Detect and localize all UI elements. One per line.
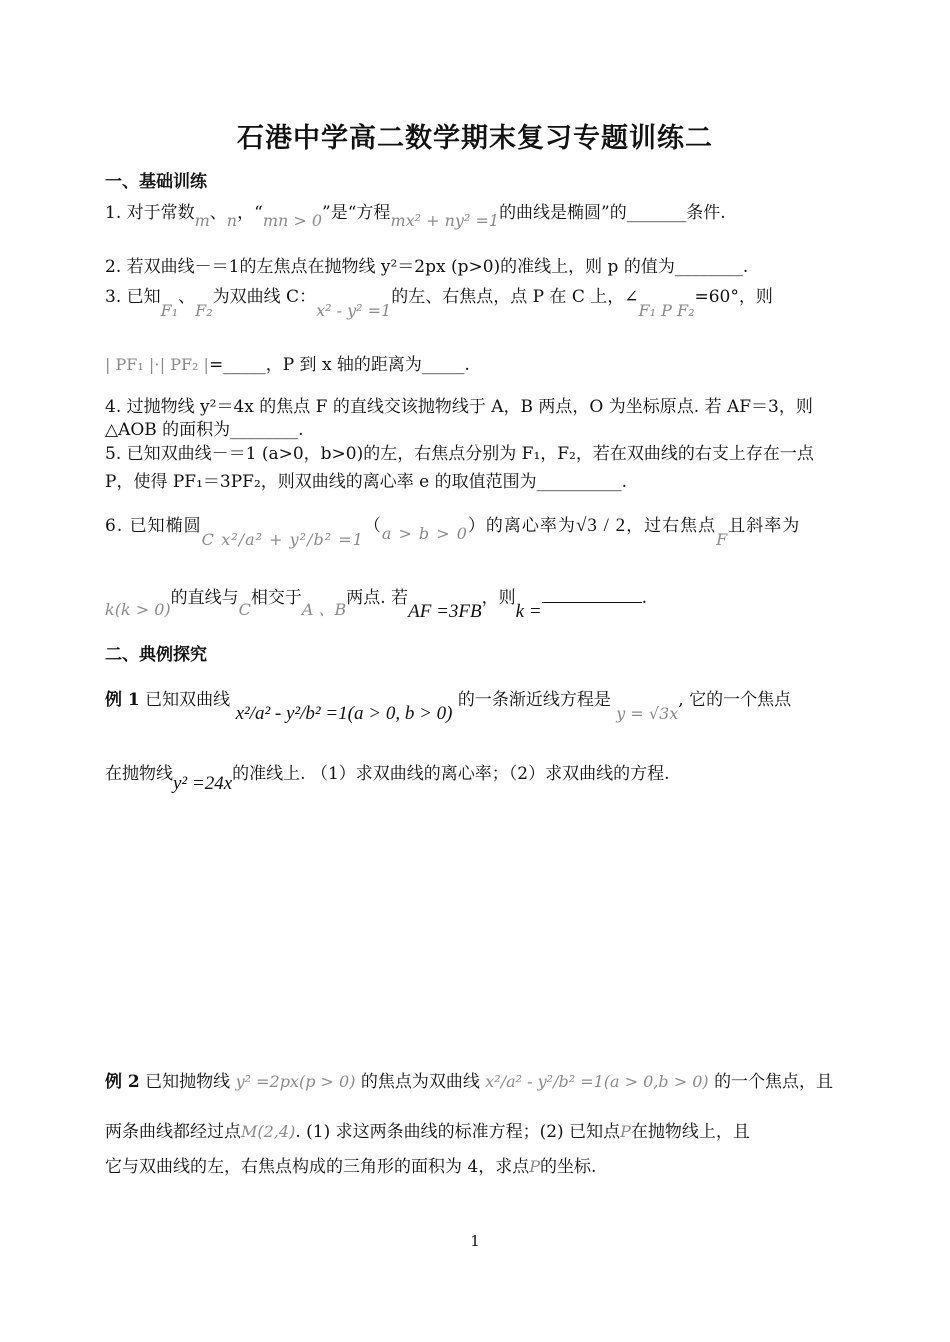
example-1: 例 1 已知双曲线 x²/a² - y²/b² =1(a > 0, b > 0) 的一条渐近线方程是 y = √3x, 它的一个焦点 <box>105 690 792 724</box>
question-6-cont: k(k > 0)的直线与C相交于A 、B两点. 若AF =3FB，则k =. <box>105 588 648 622</box>
question-5-line1: 5. 已知双曲线－＝1 (a>0，b>0)的左，右焦点分别为 F₁，F₂，若在双曲线的右支上存在一点 <box>105 444 814 464</box>
answer-blank <box>542 588 642 603</box>
question-5-line2: P，使得 PF₁＝3PF₂，则双曲线的离心率 e 的取值范围为__________. <box>105 472 628 492</box>
example-1-cont: 在抛物线y² =24x的准线上. （1）求双曲线的离心率；（2）求双曲线的方程. <box>105 764 670 794</box>
question-2: 2. 若双曲线－＝1的左焦点在抛物线 y²＝2px (p>0)的准线上，则 p 的值为________. <box>105 257 749 277</box>
page-number: 1 <box>470 1232 480 1250</box>
example-2-line2: 两条曲线都经过点M(2,4). (1) 求这两条曲线的标准方程；(2) 已知点P在抛物线上，且 <box>105 1122 750 1142</box>
section-heading-examples: 二、典例探究 <box>105 645 207 665</box>
example-2-line3: 它与双曲线的左，右焦点构成的三角形的面积为 4，求点P的坐标. <box>105 1157 597 1177</box>
section-heading-basic: 一、基础训练 <box>105 172 207 192</box>
example-2: 例 2 已知抛物线 y² =2px(p > 0) 的焦点为双曲线 x²/a² - y²/b² =1(a > 0,b > 0) 的一个焦点，且 <box>105 1072 834 1092</box>
page-title: 石港中学高二数学期末复习专题训练二 <box>237 123 713 154</box>
question-1: 1. 对于常数m、n，“mn > 0”是“方程mx² + ny² =1的曲线是椭圆”的_______条件. <box>105 203 726 230</box>
question-6: 6. 已知椭圆C x²/a² + y²/b² =1（a > b > 0）的离心率为√3 / 2，过右焦点F且斜率为 <box>105 515 801 549</box>
question-4-line1: 4. 过抛物线 y²＝4x 的焦点 F 的直线交该抛物线于 A，B 两点，O 为坐标原点. 若 AF＝3，则 <box>105 397 813 417</box>
question-3-cont: | PF₁ |⋅| PF₂ |=_____，P 到 x 轴的距离为_____. <box>105 355 470 375</box>
question-3: 3. 已知F₁、F₂为双曲线 C：x² - y² =1的左、右焦点，点 P 在 C 上，∠F₁ P F₂=60°，则 <box>105 287 773 320</box>
question-4-line2: △AOB 的面积为________. <box>105 420 304 440</box>
